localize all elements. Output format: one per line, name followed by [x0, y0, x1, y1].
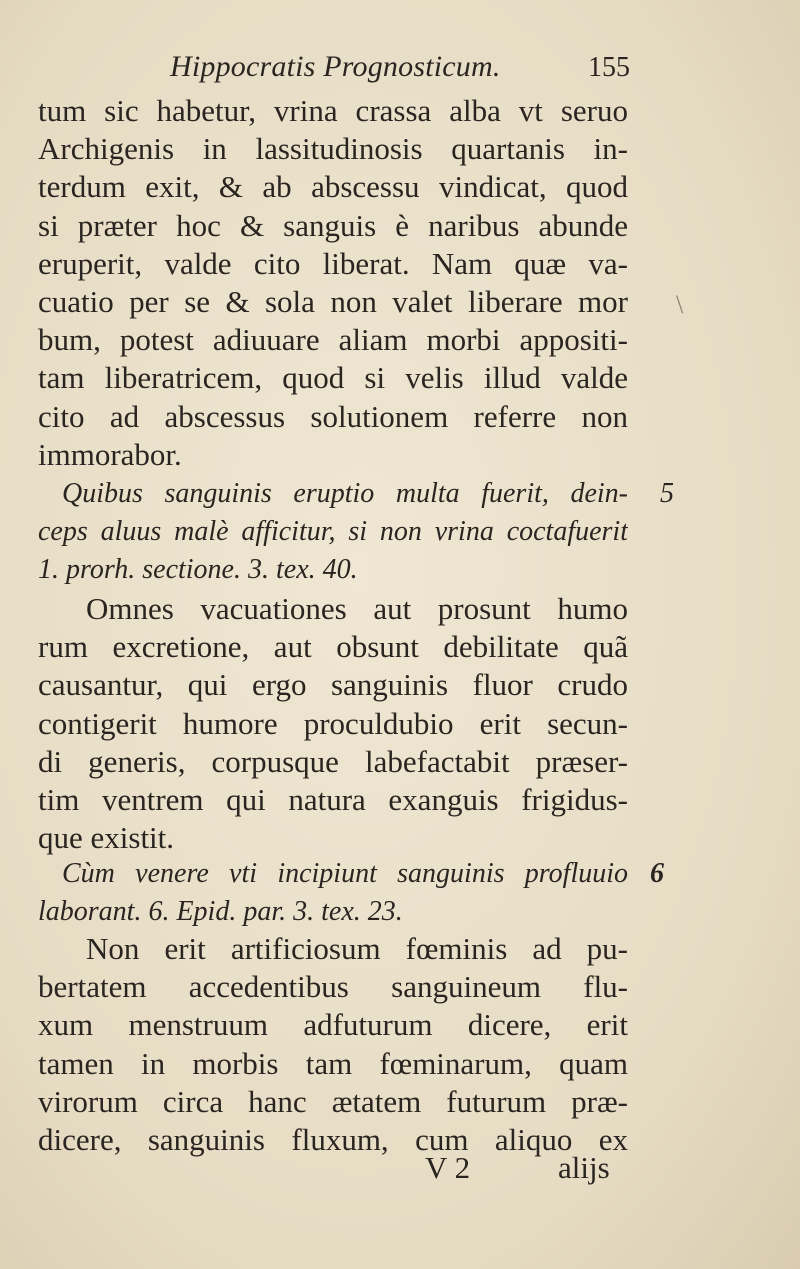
- text-line: Non erit artificiosum fœminis ad pu-: [86, 931, 628, 966]
- text-line: bertatem accedentibus sanguineum flu-: [38, 969, 628, 1005]
- catchword: alijs: [558, 1150, 610, 1185]
- text-line: 1. prorh. sectione. 3. tex. 40.: [38, 554, 358, 586]
- aphorism-6: [38, 855, 628, 931]
- paragraph-commentary-2: [38, 590, 628, 857]
- text-line: virorum circa hanc ætatem futurum præ-: [38, 1083, 628, 1119]
- aphorism-5: [38, 475, 628, 590]
- text-line: cito ad abscessus solutionem referre non: [38, 398, 628, 434]
- text-line: tim ventrem qui natura exanguis frigidus-: [38, 781, 628, 817]
- margin-number-5: 5: [660, 478, 674, 509]
- text-line: tamen in morbis tam fœminarum, quam: [38, 1045, 628, 1081]
- text-line: dicere, sanguinis fluxum, cum aliquo ex: [38, 1121, 628, 1157]
- signature-mark: V 2: [425, 1150, 471, 1185]
- text-line: que existit.: [38, 820, 175, 856]
- text-line: tam liberatricem, quod si velis illud valde: [38, 360, 628, 396]
- page-number: 155: [588, 52, 630, 83]
- margin-mark: \: [676, 290, 684, 319]
- text-line: bum, potest adiuuare aliam morbi appositi-: [38, 322, 628, 358]
- paragraph-commentary-1: [38, 92, 628, 474]
- text-line: xum menstruum adfuturum dicere, erit: [38, 1007, 628, 1043]
- text-line: causantur, qui ergo sanguinis fluor crudo: [38, 667, 628, 703]
- text-line: terdum exit, & ab abscessu vindicat, quod: [38, 169, 628, 205]
- text-line: cuatio per se & sola non valet liberare mor: [38, 283, 628, 319]
- margin-number-6: 6: [650, 858, 664, 889]
- text-line: Archigenis in lassitudinosis quartanis in-: [38, 131, 628, 167]
- text-line: contigerit humore proculdubio erit secun-: [38, 705, 628, 741]
- page-header: [160, 50, 630, 90]
- text-line: si præter hoc & sanguis è naribus abunde: [38, 207, 628, 243]
- text-line: immorabor.: [38, 436, 182, 472]
- text-line: laborant. 6. Epid. par. 3. tex. 23.: [38, 896, 403, 928]
- text-line: tum sic habetur, vrina crassa alba vt seruo: [38, 93, 628, 128]
- paragraph-commentary-3: [38, 930, 628, 1159]
- text-line: Cùm venere vti incipiunt sanguinis profluuio: [62, 858, 628, 889]
- text-line: di generis, corpusque labefactabit præser-: [38, 743, 628, 779]
- running-head: Hippocratis Prognosticum.: [170, 50, 501, 83]
- text-line: Quibus sanguinis eruptio multa fuerit, dein-: [62, 478, 628, 509]
- text-line: Omnes vacuationes aut prosunt humo: [86, 591, 628, 626]
- page-footer: [0, 1150, 800, 1190]
- text-line: ceps aluus malè afficitur, si non vrina coctafuerit: [38, 516, 628, 548]
- text-line: eruperit, valde cito liberat. Nam quæ va-: [38, 245, 628, 281]
- text-line: rum excretione, aut obsunt debilitate quã: [38, 629, 628, 665]
